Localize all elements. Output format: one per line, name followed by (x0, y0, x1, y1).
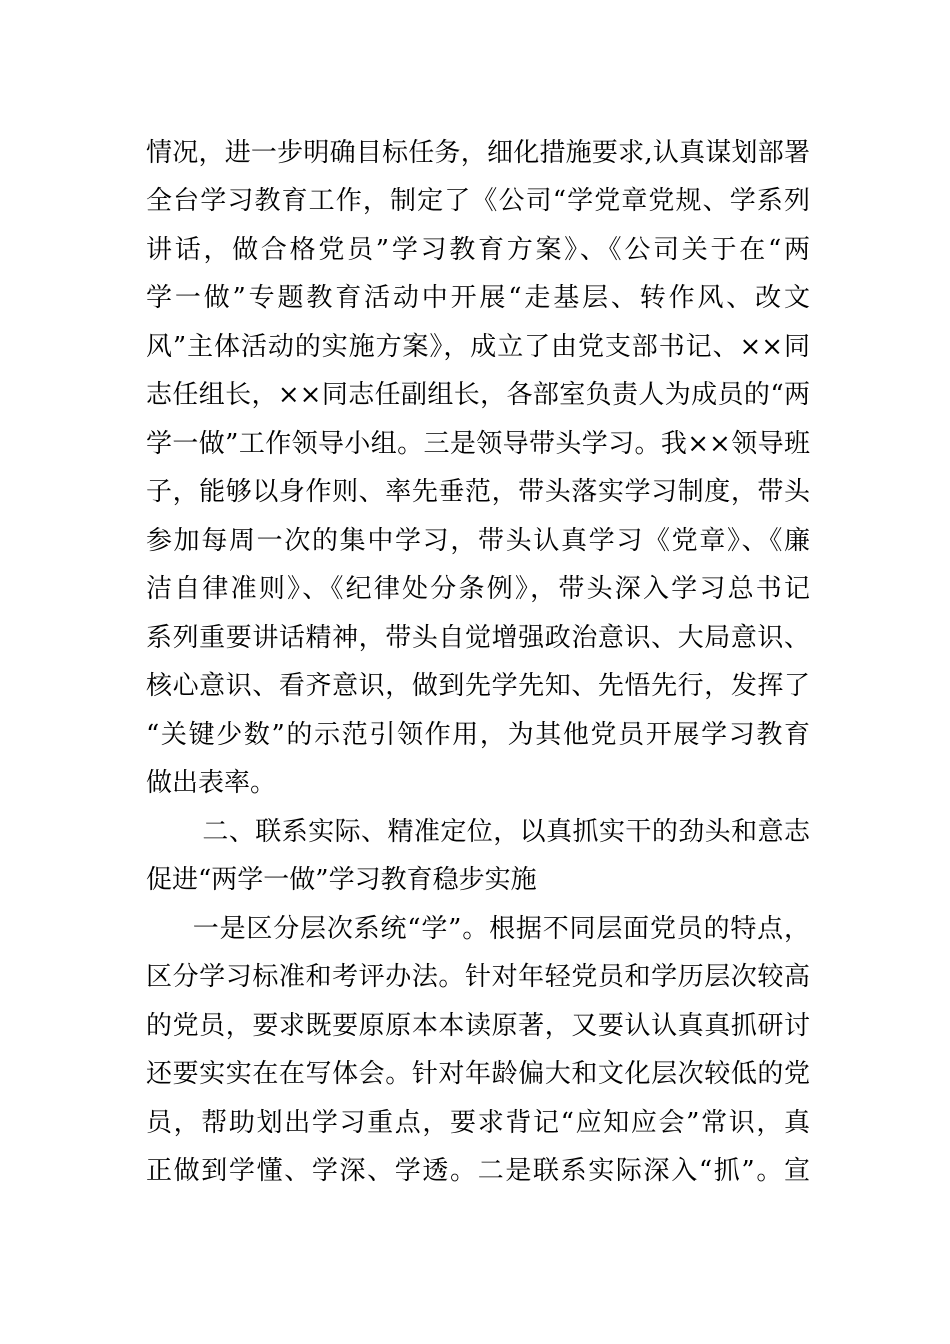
text-line: 还要实实在在写体会。针对年龄偏大和文化层次较低的党 (146, 1059, 810, 1089)
text-line: 洁自律准则》、《纪律处分条例》，带头深入学习总书记 (146, 574, 810, 604)
text-line: 员，帮助划出学习重点，要求背记“应知应会”常识，真 (146, 1108, 810, 1138)
text-line: 风”主体活动的实施方案》，成立了由党支部书记、××同 (146, 332, 810, 362)
text-line: 学一做”工作领导小组。三是领导带头学习。我××领导班 (146, 429, 810, 459)
text-line: 做出表率。 (146, 768, 277, 798)
text-line: 一是区分层次系统“学”。根据不同层面党员的特点， (166, 914, 810, 944)
text-line: 区分学习标准和考评办法。针对年轻党员和学历层次较高 (146, 962, 810, 992)
text-line: 系列重要讲话精神，带头自觉增强政治意识、大局意识、 (146, 623, 810, 653)
text-line: 全台学习教育工作，制定了《公司“学党章党规、学系列 (146, 186, 810, 216)
text-line: 的党员，要求既要原原本本读原著，又要认认真真抓研讨 (146, 1011, 810, 1041)
text-line: 讲话，做合格党员”学习教育方案》、《公司关于在“两 (146, 235, 810, 265)
text-line: 志任组长，××同志任副组长，各部室负责人为成员的“两 (146, 380, 810, 410)
section-heading-line: 促进“两学一做”学习教育稳步实施 (146, 865, 537, 895)
text-line: 参加每周一次的集中学习，带头认真学习《党章》、《廉 (146, 526, 810, 556)
text-line: 正做到学懂、学深、学透。二是联系实际深入“抓”。宣 (146, 1156, 810, 1186)
text-line: 核心意识、看齐意识，做到先学先知、先悟先行，发挥了 (146, 671, 810, 701)
text-line: “关键少数”的示范引领作用，为其他党员开展学习教育 (146, 720, 810, 750)
section-heading-line: 二、联系实际、精准定位，以真抓实干的劲头和意志 (176, 817, 810, 847)
text-line: 学一做”专题教育活动中开展“走基层、转作风、改文 (146, 283, 810, 313)
text-line: 子，能够以身作则、率先垂范，带头落实学习制度，带头 (146, 477, 810, 507)
text-line: 情况，进一步明确目标任务，细化措施要求,认真谋划部署 (146, 138, 810, 168)
